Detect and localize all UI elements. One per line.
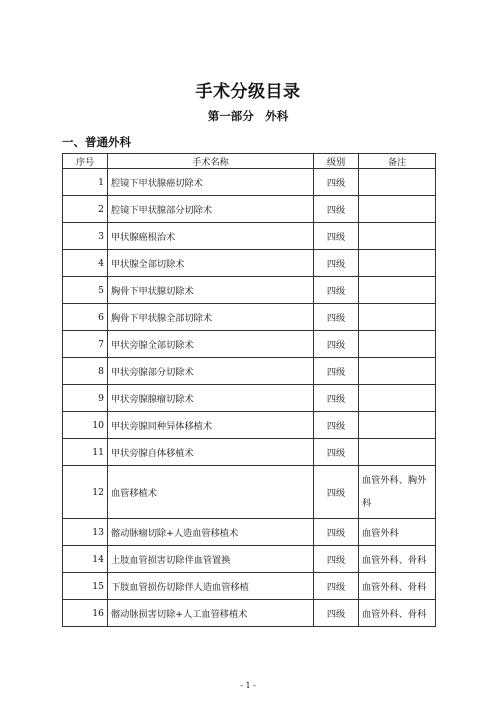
table-row: [63, 546, 436, 573]
row-num: 4: [63, 250, 108, 277]
row-name: 髂动脉瘤切除+人造血管移植术: [108, 519, 314, 546]
header-level: 级别: [314, 154, 359, 169]
table-row: [63, 169, 436, 196]
header-num: 序号: [63, 154, 108, 169]
table-row: [63, 385, 436, 412]
table-row: [63, 519, 436, 546]
row-name: 下肢血管损伤切除伴人造血管移植: [108, 573, 314, 600]
row-num: 2: [63, 196, 108, 223]
document-subtitle: 第一部分 外科: [207, 109, 289, 123]
table-row: [63, 439, 436, 466]
row-note: [359, 196, 436, 223]
row-name: 甲状旁腺全部切除术: [108, 331, 314, 358]
row-level: 四级: [314, 304, 359, 331]
table-row: [63, 412, 436, 439]
table-row: [63, 466, 436, 519]
row-level: 四级: [314, 439, 359, 466]
row-note: 血管外科、骨科: [359, 600, 436, 627]
row-level: 四级: [314, 223, 359, 250]
row-num: 8: [63, 358, 108, 385]
row-note: [359, 412, 436, 439]
row-level: 四级: [314, 519, 359, 546]
row-level: 四级: [314, 331, 359, 358]
row-level: 四级: [314, 169, 359, 196]
table-row: [63, 573, 436, 600]
row-num: 14: [63, 546, 108, 573]
row-level: 四级: [314, 600, 359, 627]
row-num: 1: [63, 169, 108, 196]
row-note: [359, 223, 436, 250]
table-row: [63, 277, 436, 304]
row-name: 上肢血管损害切除伴血管置换: [108, 546, 314, 573]
row-num: 13: [63, 519, 108, 546]
row-level: 四级: [314, 466, 359, 519]
row-note: 血管外科、骨科: [359, 546, 436, 573]
header-name: 手术名称: [108, 154, 314, 169]
row-name: 胸骨下甲状腺切除术: [108, 277, 314, 304]
table-row: [63, 250, 436, 277]
row-name: 腔镜下甲状腺癌切除术: [108, 169, 314, 196]
table-row: [63, 223, 436, 250]
table-header-row: [63, 154, 436, 169]
row-note: [359, 250, 436, 277]
row-note: [359, 385, 436, 412]
row-num: 15: [63, 573, 108, 600]
row-note: 血管外科: [359, 519, 436, 546]
row-note: [359, 331, 436, 358]
row-num: 11: [63, 439, 108, 466]
row-note: 血管外科、骨科: [359, 573, 436, 600]
row-name: 甲状旁腺同种异体移植术: [108, 412, 314, 439]
row-num: 6: [63, 304, 108, 331]
row-num: 3: [63, 223, 108, 250]
row-name: 血管移植术: [108, 466, 314, 519]
row-level: 四级: [314, 573, 359, 600]
row-level: 四级: [314, 250, 359, 277]
document-title: 手术分级目录: [195, 82, 301, 102]
row-num: 7: [63, 331, 108, 358]
page-number: - 1 -: [240, 681, 256, 690]
row-note: [359, 169, 436, 196]
row-name: 甲状腺癌根治术: [108, 223, 314, 250]
table-row: [63, 331, 436, 358]
row-note: [359, 439, 436, 466]
row-name: 甲状旁腺自体移植术: [108, 439, 314, 466]
row-num: 12: [63, 466, 108, 519]
row-note: [359, 304, 436, 331]
row-level: 四级: [314, 385, 359, 412]
row-num: 10: [63, 412, 108, 439]
row-level: 四级: [314, 196, 359, 223]
header-note: 备注: [359, 154, 436, 169]
surgery-table: [62, 153, 436, 627]
row-note: [359, 277, 436, 304]
row-name: 甲状腺全部切除术: [108, 250, 314, 277]
row-num: 9: [63, 385, 108, 412]
row-level: 四级: [314, 412, 359, 439]
table-row: [63, 600, 436, 627]
row-name: 髂动脉损害切除+人工血管移植术: [108, 600, 314, 627]
section-heading: 一、普通外科: [62, 135, 131, 149]
row-name: 甲状旁腺腺瘤切除术: [108, 385, 314, 412]
row-name: 胸骨下甲状腺全部切除术: [108, 304, 314, 331]
row-level: 四级: [314, 358, 359, 385]
row-num: 16: [63, 600, 108, 627]
row-level: 四级: [314, 546, 359, 573]
row-note: 血管外科、胸外科: [359, 466, 436, 519]
table-row: [63, 196, 436, 223]
table-row: [63, 304, 436, 331]
row-name: 甲状旁腺部分切除术: [108, 358, 314, 385]
row-level: 四级: [314, 277, 359, 304]
row-num: 5: [63, 277, 108, 304]
table-row: [63, 358, 436, 385]
row-name: 腔镜下甲状腺部分切除术: [108, 196, 314, 223]
row-note: [359, 358, 436, 385]
